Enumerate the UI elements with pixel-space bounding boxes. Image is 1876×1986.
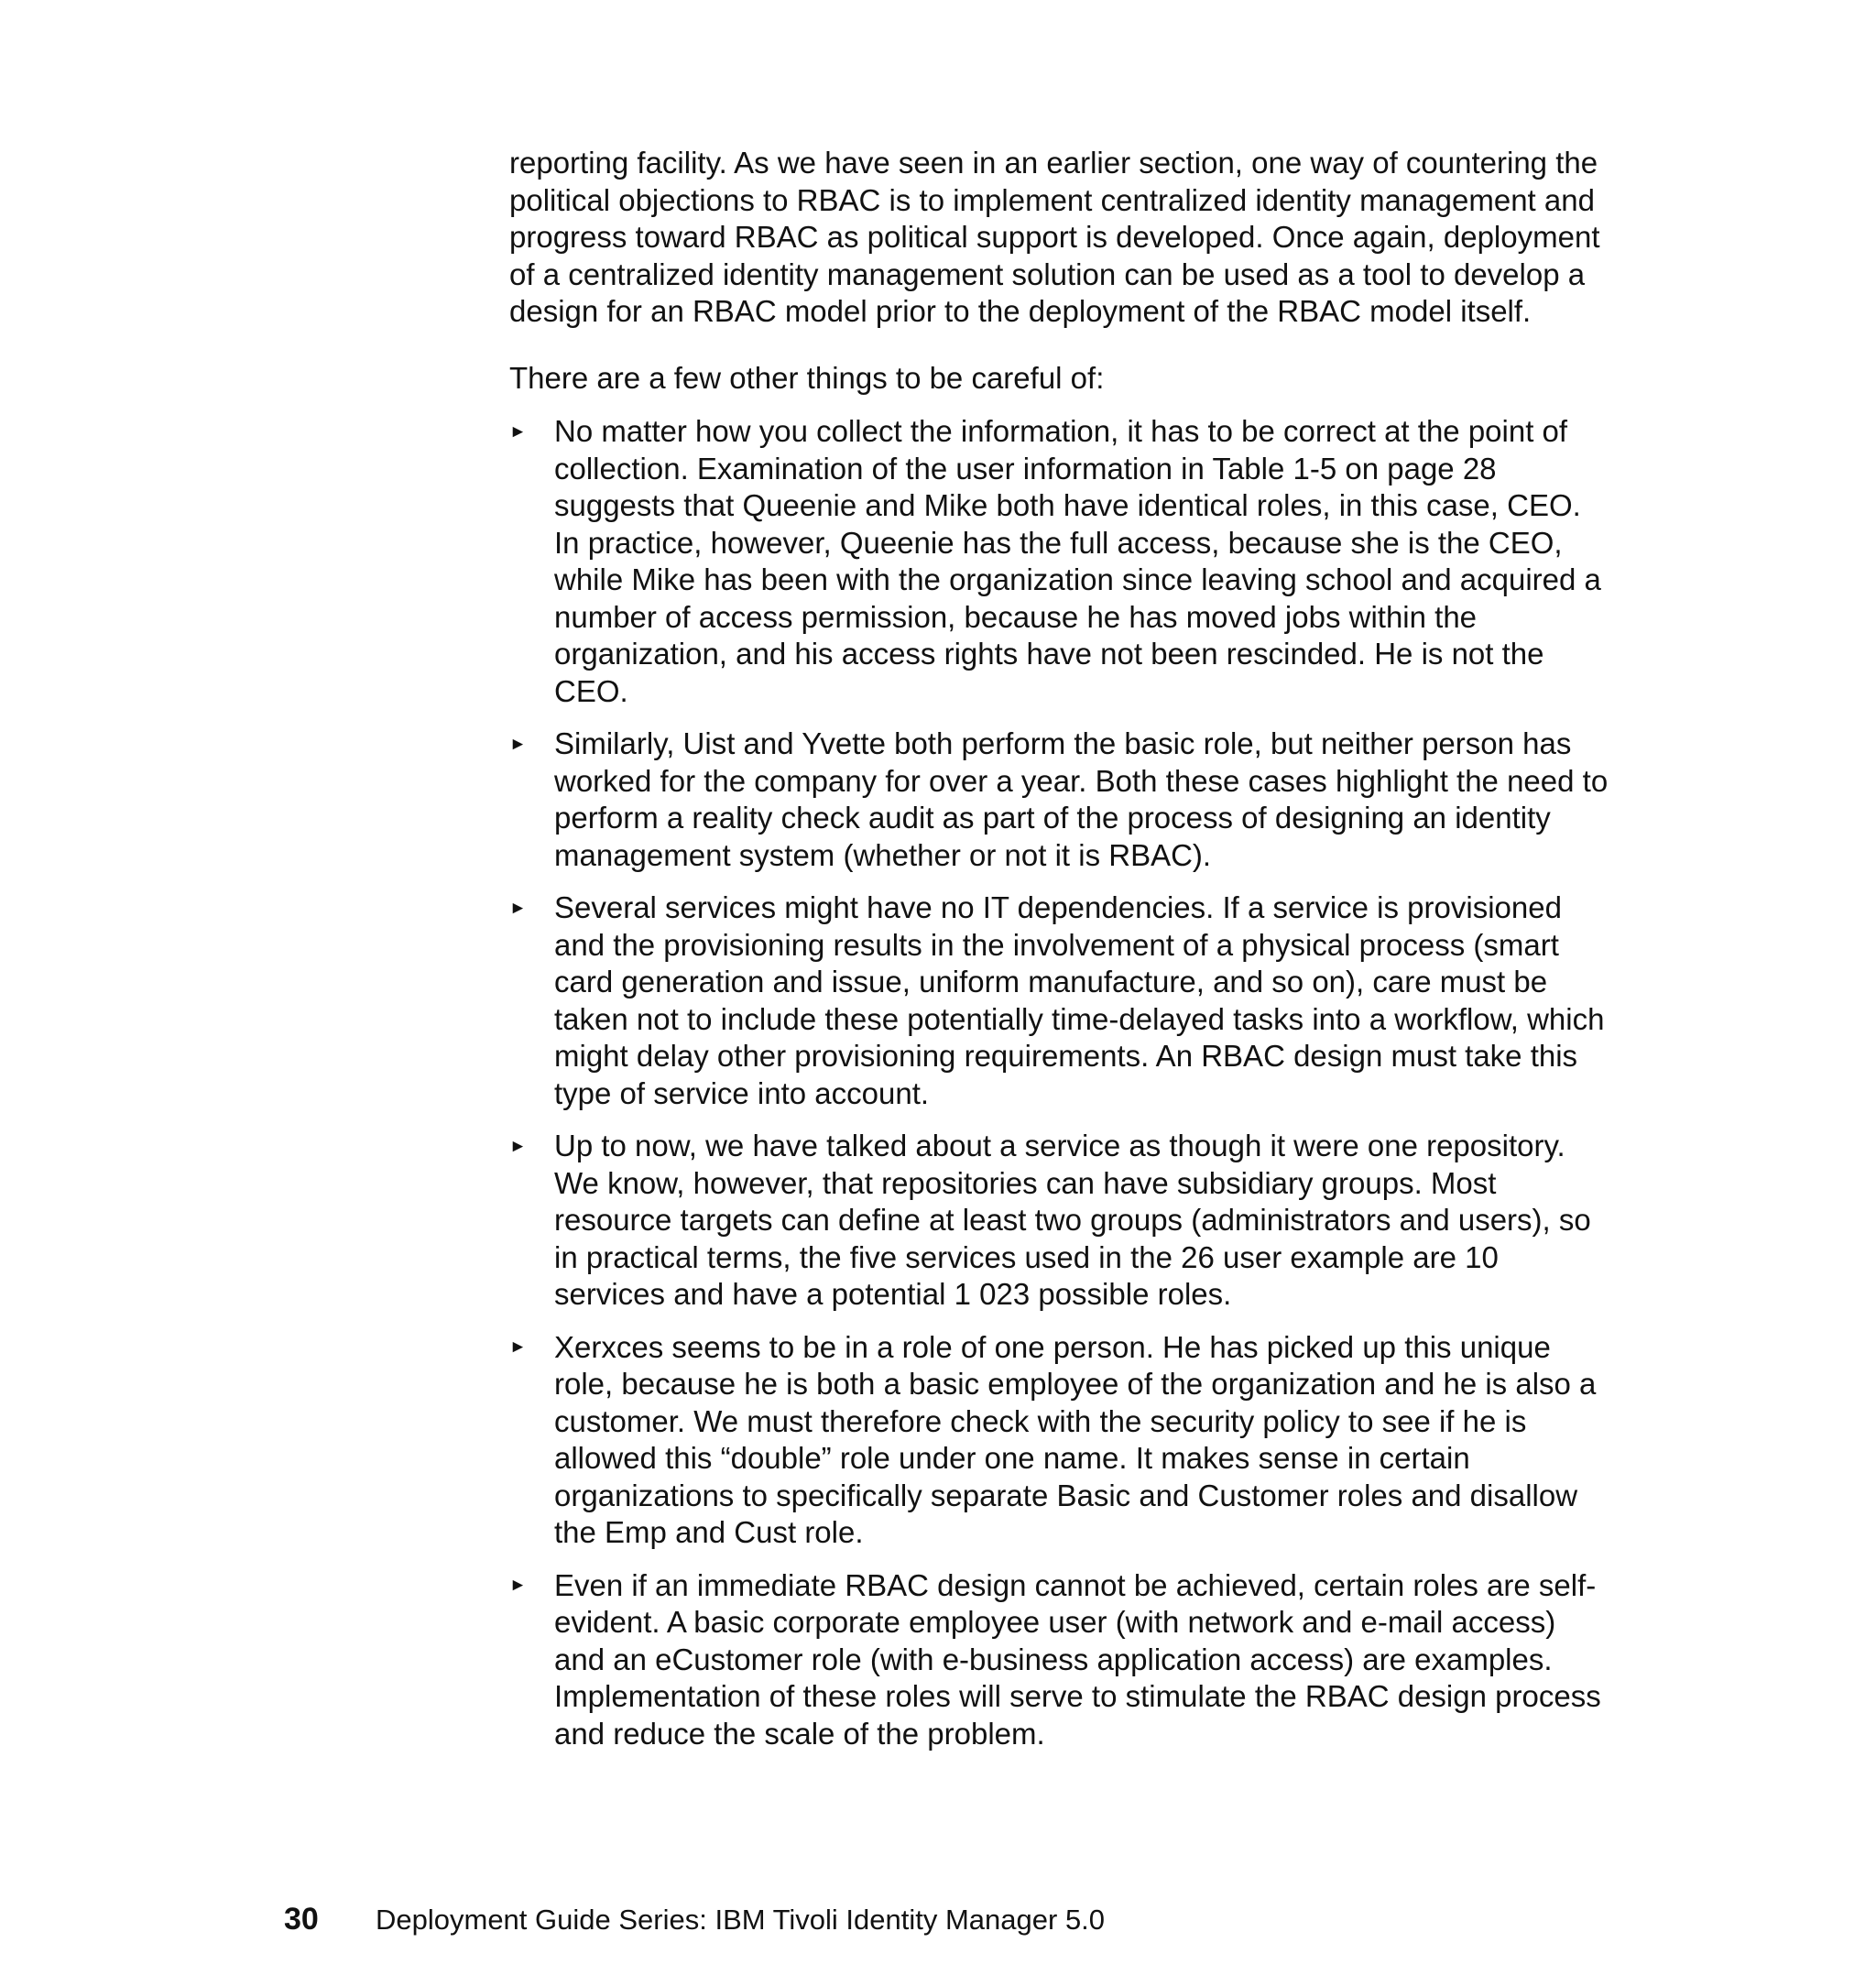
list-item bbox=[509, 413, 1612, 710]
triangle-bullet-icon: ► bbox=[509, 734, 527, 754]
list-item bbox=[509, 889, 1612, 1112]
bullet-list bbox=[509, 413, 1612, 1752]
list-item-text: No matter how you collect the information, it has to be correct at the point of collection. Examination of the user information in Table 1-5 on page 28 suggests that Queenie and Mike both have identical roles, in this case, CEO. In practice, however, Queenie has the full access, because she is the CEO, while Mike has been with the organization since leaving school and acquired a number of access permission, because he has moved jobs within the organization, and his access rights have not been rescinded. He is not the CEO. bbox=[554, 414, 1601, 708]
page-footer bbox=[284, 1902, 1105, 1937]
list-item-text: Similarly, Uist and Yvette both perform the basic role, but neither person has worked for the company for over a year. Both these cases highlight the need to perform a reality check audit as part of the process of designing an identity management system (whether or not it is RBAC). bbox=[554, 726, 1609, 872]
intro-paragraph: There are a few other things to be careful of: bbox=[509, 360, 1105, 395]
list-item-text: Several services might have no IT dependencies. If a service is provisioned and the provisioning results in the involvement of a physical process (smart card generation and issue, uniform manufacture, and so on), care must be taken not to include these potentially time-delayed tasks into a workflow, which might delay other provisioning requirements. An RBAC design must take this type of service into account. bbox=[554, 890, 1605, 1110]
list-item-text: Up to now, we have talked about a service as though it were one repository. We know, however, that repositories can have subsidiary groups. Most resource targets can define at least two groups (administrators and users), so in practical terms, the five services used in the 26 user example are 10 services and have a potential 1 023 possible roles. bbox=[554, 1129, 1591, 1311]
triangle-bullet-icon: ► bbox=[509, 1337, 527, 1357]
triangle-bullet-icon: ► bbox=[509, 421, 527, 442]
list-item bbox=[509, 726, 1612, 874]
opening-paragraph: reporting facility. As we have seen in an earlier section, one way of countering the political objections to RBAC is to implement centralized identity management and progress toward RBAC as political support is developed. Once again, deployment of a centralized identity management solution can be used as a tool to develop a design for an RBAC model prior to the deployment of the RBAC model itself. bbox=[509, 146, 1600, 328]
footer-title: Deployment Guide Series: IBM Tivoli Identity Manager 5.0 bbox=[376, 1904, 1106, 1936]
triangle-bullet-icon: ► bbox=[509, 1576, 527, 1595]
page-content bbox=[509, 145, 1612, 1768]
triangle-bullet-icon: ► bbox=[509, 1136, 527, 1156]
triangle-bullet-icon: ► bbox=[509, 898, 527, 918]
list-item bbox=[509, 1329, 1612, 1552]
page-number: 30 bbox=[284, 1902, 319, 1937]
list-item-text: Xerxces seems to be in a role of one person. He has picked up this unique role, because he is both a basic employee of the organization and he is also a customer. We must therefore check with the security policy to see if he is allowed this “double” role under one name. It makes sense in certain organizations to specifically separate Basic and Customer roles and disallow the Emp and Cust role. bbox=[554, 1329, 1597, 1549]
list-item bbox=[509, 1567, 1612, 1753]
list-item-text: Even if an immediate RBAC design cannot be achieved, certain roles are self-evident. A basic corporate employee user (with network and e-mail access) and an eCustomer role (with e-business application access) are examples. Implementation of these roles will serve to stimulate the RBAC design process and reduce the scale of the problem. bbox=[554, 1567, 1601, 1751]
list-item bbox=[509, 1128, 1612, 1314]
